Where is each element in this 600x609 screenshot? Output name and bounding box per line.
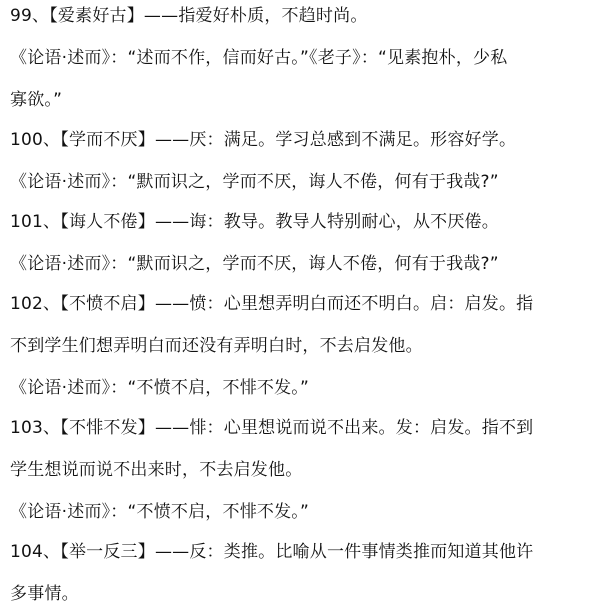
entry-101-heading: 101、【诲人不倦】——诲：教导。教导人特别耐心，从不厌倦。 [10, 212, 499, 232]
entry-102-source: 《论语·述而》：“不愤不启，不悱不发。” [10, 378, 310, 398]
entry-103-heading-line-2: 学生想说而说不出来时，不去启发他。 [10, 460, 303, 480]
entry-103-heading-line-1: 103、【不悱不发】——悱：心里想说而说不出来。发：启发。指不到 [10, 418, 534, 438]
entry-99-source-line-2: 寡欲。” [10, 90, 63, 110]
entry-99-heading: 99、【爱素好古】——指爱好朴质，不趋时尚。 [10, 6, 368, 26]
entry-100-heading: 100、【学而不厌】——厌：满足。学习总感到不满足。形容好学。 [10, 130, 517, 150]
entry-99-source-line-1: 《论语·述而》：“述而不作，信而好古。”《老子》：“见素抱朴，少私 [10, 48, 508, 68]
entry-101-source: 《论语·述而》：“默而识之，学而不厌，诲人不倦，何有于我哉?” [10, 254, 499, 274]
entry-102-heading-line-2: 不到学生们想弄明白而还没有弄明白时，不去启发他。 [10, 336, 423, 356]
entry-100-source: 《论语·述而》：“默而识之，学而不厌，诲人不倦，何有于我哉?” [10, 172, 499, 192]
entry-102-heading-line-1: 102、【不愤不启】——愤：心里想弄明白而还不明白。启：启发。指 [10, 294, 534, 314]
entry-103-source: 《论语·述而》：“不愤不启，不悱不发。” [10, 502, 310, 522]
entry-104-heading-line-2: 多事情。 [10, 584, 79, 604]
entry-104-heading-line-1: 104、【举一反三】——反：类推。比喻从一件事情类推而知道其他许 [10, 542, 534, 562]
